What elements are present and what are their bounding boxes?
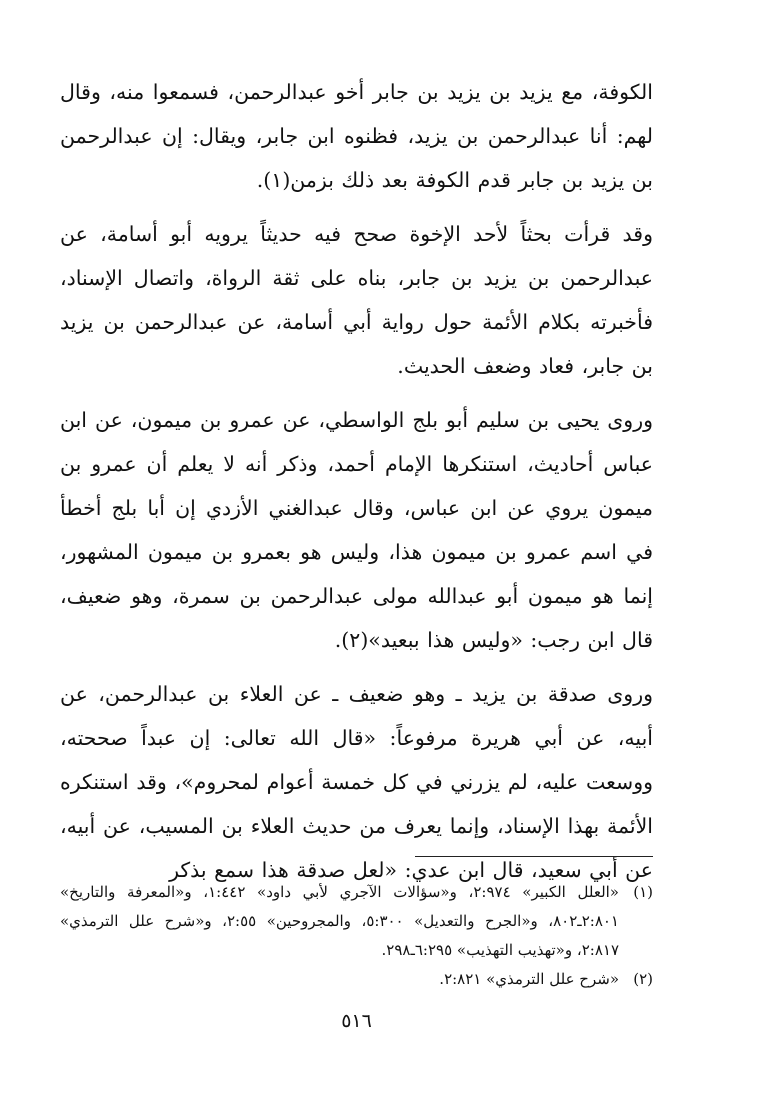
page-number: ٥١٦ [341,1010,372,1032]
paragraph-4: وروى صدقة بن يزيد ـ وهو ضعيف ـ عن العلاء بن عبدالرحمن، عن أبيه، عن أبي هريرة مرفوعاً: «قال الله تعالى: إن عبداً صححته، ووسعت عليه، لم يزرني في كل خمسة أعوام لمحروم»، وقد استنكره الأئمة بهذا الإسناد، وإنما يعرف من حديث العلاء بن المسيب، عن أبيه، عن أبي سعيد، قال ابن عدي: «لعل صدقة هذا سمع بذكر [60,682,653,882]
main-text [60,70,653,892]
footnote-2 [60,965,653,994]
footnote-number: (٢) [633,970,653,988]
footnote-number: (١) [633,883,653,901]
footnote-1 [60,878,653,965]
paragraph-1: الكوفة، مع يزيد بن يزيد بن جابر أخو عبدالرحمن، فسمعوا منه، وقال لهم: أنا عبدالرحمن بن يزيد، فظنوه ابن جابر، ويقال: إن عبدالرحمن بن يزيد بن جابر قدم الكوفة بعد ذلك بزمن(١). [60,80,653,192]
footnote-separator [415,856,653,857]
footnote-text: «العلل الكبير» ٢:٩٧٤، و«سؤالات الآجري لأبي داود» ١:٤٤٢، و«المعرفة والتاريخ» ٢:٨٠١ـ٨٠٢، و«الجرح والتعديل» ٥:٣٠٠، والمجروحين» ٢:٥٥، و«شرح علل الترمذي» ٢:٨١٧، و«تهذيب التهذيب» ٦:٢٩٥ـ٢٩٨. [60,883,619,959]
paragraph-3: وروى يحيى بن سليم أبو بلج الواسطي، عن عمرو بن ميمون، عن ابن عباس أحاديث، استنكرها الإمام أحمد، وذكر أنه لا يعلم أن عمرو بن ميمون يروي عن ابن عباس، وقال عبدالغني الأزدي إن أبا بلج أخطأ في اسم عمرو بن ميمون هذا، وليس هو بعمرو بن ميمون المشهور، إنما هو ميمون أبو عبدالله مولى عبدالرحمن بن سمرة، وهو ضعيف، قال ابن رجب: «وليس هذا ببعيد»(٢). [60,408,653,652]
paragraph-2: وقد قرأت بحثاً لأحد الإخوة صحح فيه حديثاً يرويه أبو أسامة، عن عبدالرحمن بن يزيد بن جابر، بناه على ثقة الرواة، واتصال الإسناد، فأخبرته بكلام الأئمة حول رواية أبي أسامة، عن عبدالرحمن بن يزيد بن جابر، فعاد وضعف الحديث. [60,222,653,378]
book-page [60,70,653,1070]
footnote-text: «شرح علل الترمذي» ٢:٨٢١. [439,970,619,988]
footnotes [60,878,653,994]
